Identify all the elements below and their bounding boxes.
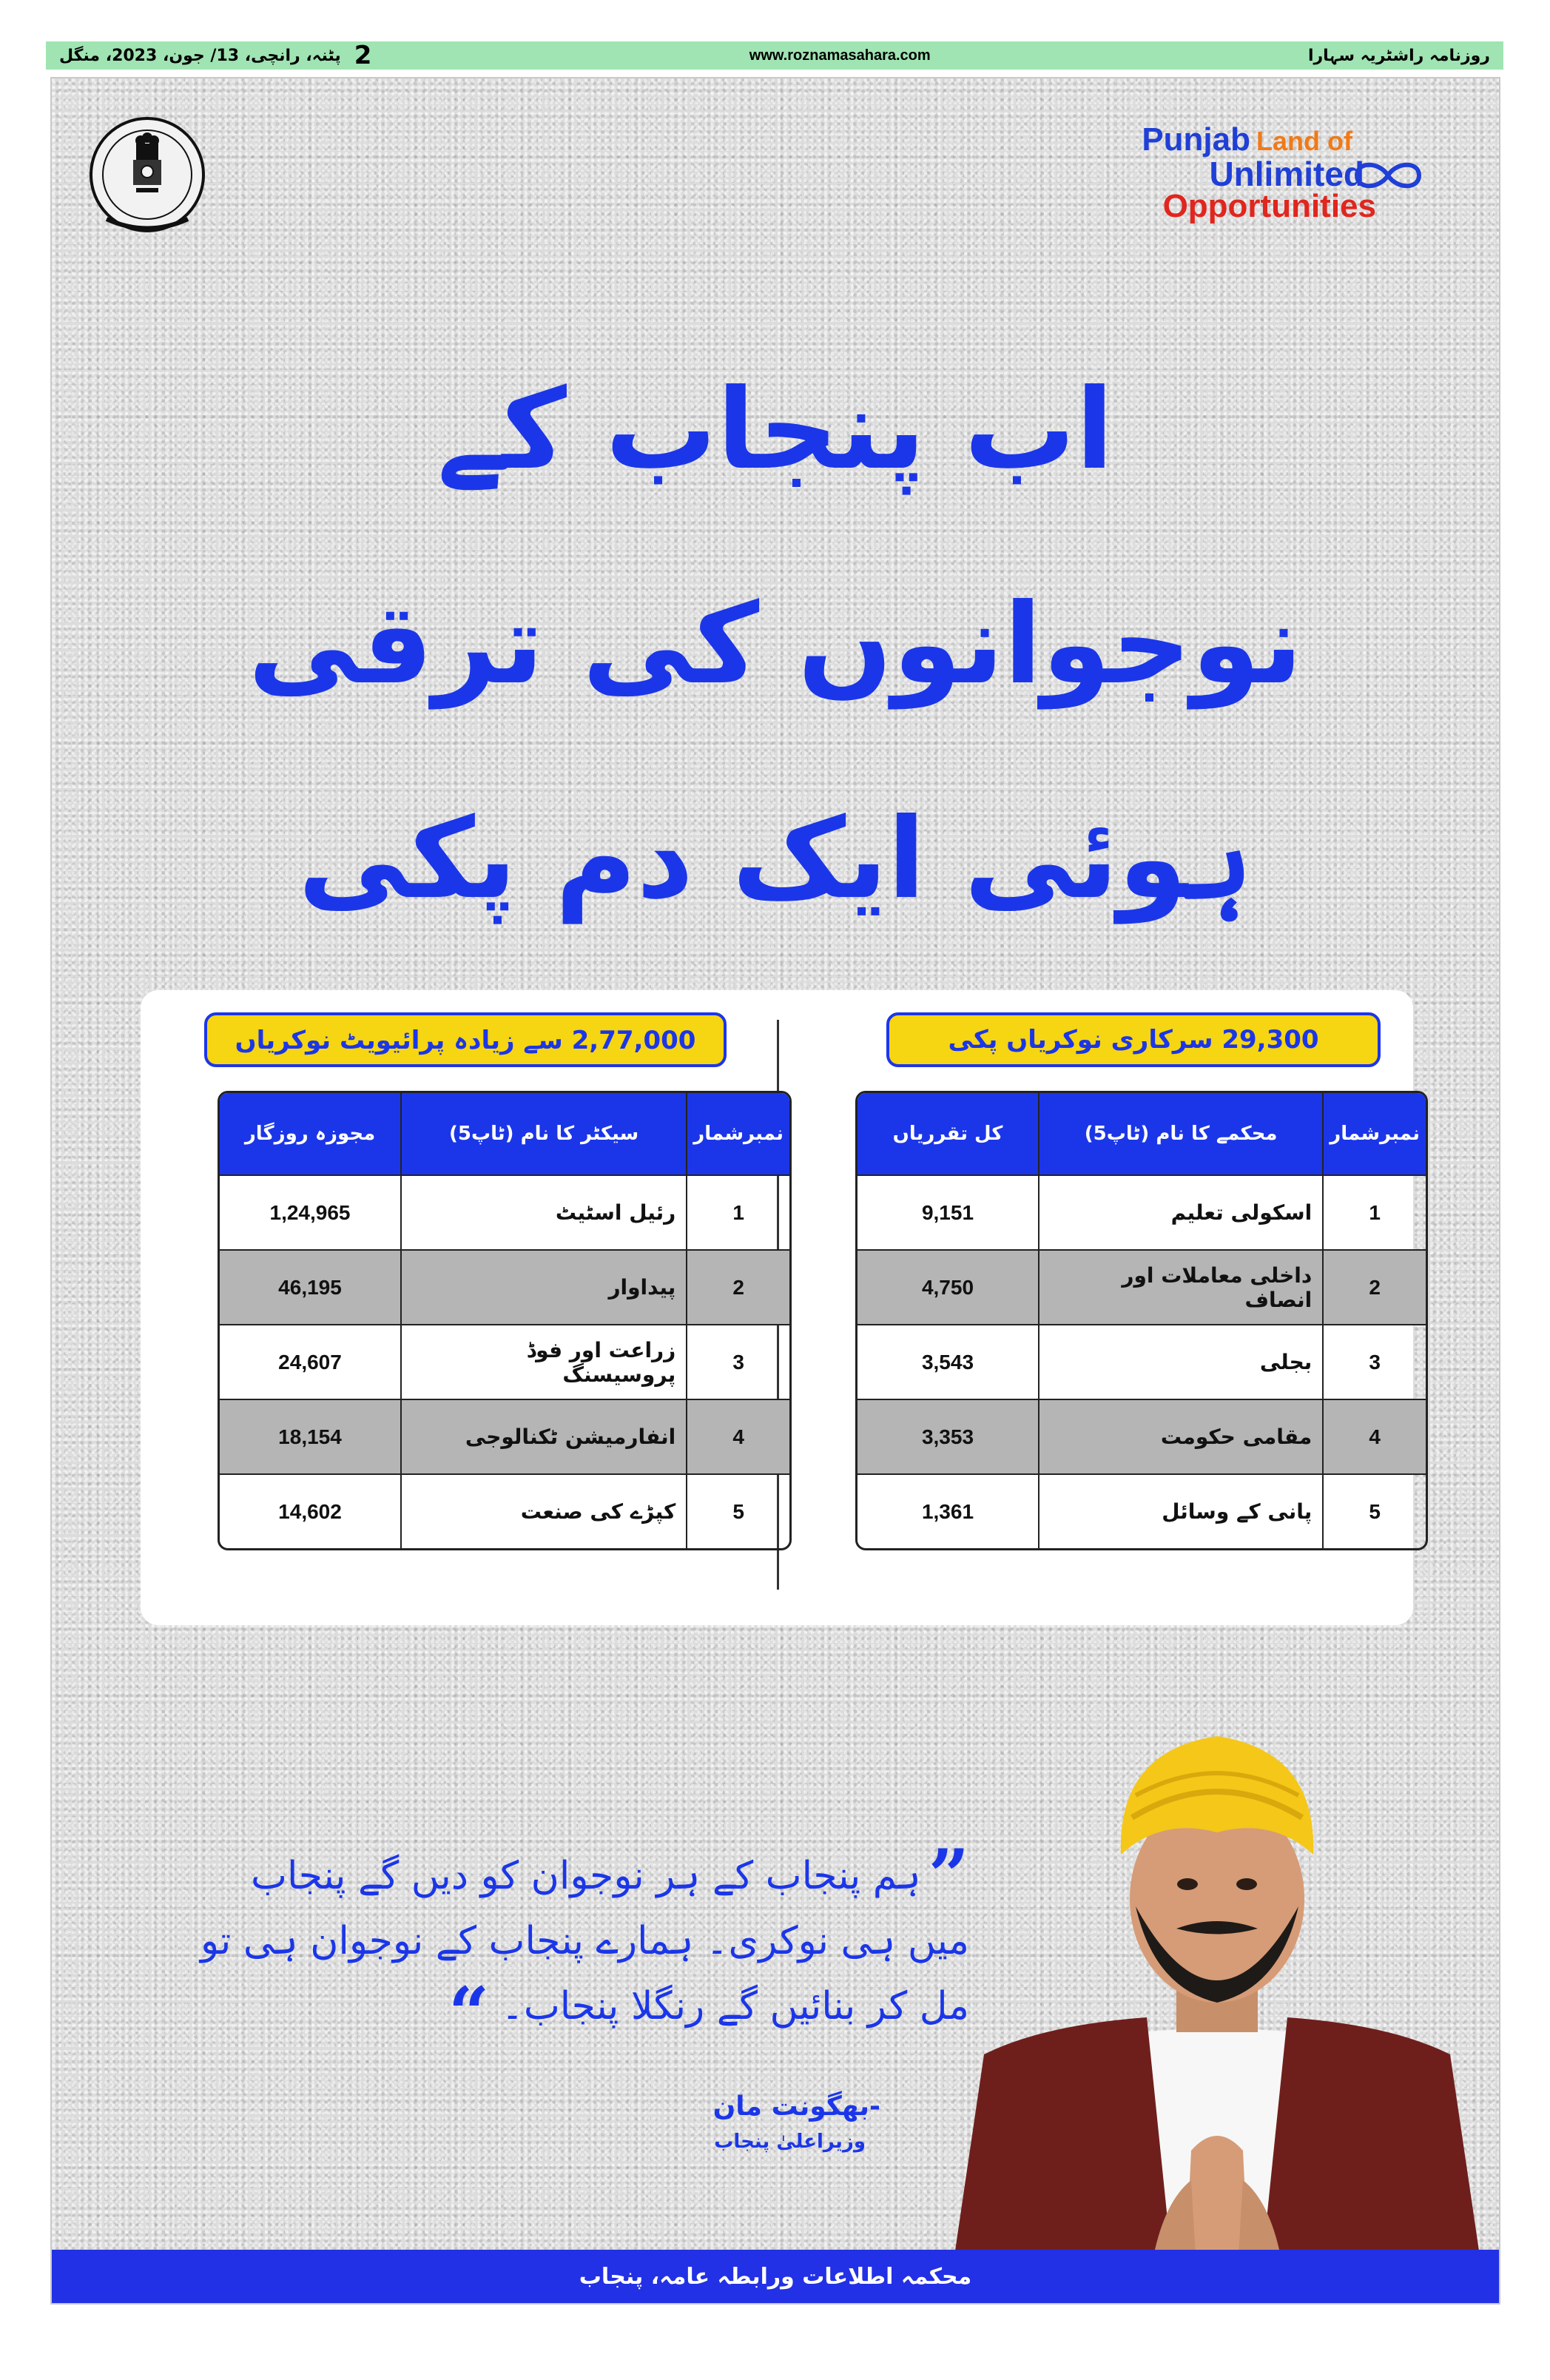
page-number: 2 [354,41,372,70]
headline-line-1: اب پنجاب کے [437,366,1114,494]
department-name: بجلی [1038,1324,1322,1399]
table-row [220,1324,789,1399]
row-number: 4 [1322,1399,1426,1473]
header-left [59,41,371,70]
total-appointments: 1,361 [857,1473,1038,1548]
government-jobs-table [855,1091,1428,1550]
row-number: 3 [686,1324,789,1399]
row-number: 2 [1322,1249,1426,1324]
table-row [220,1249,789,1324]
brand-unlimited: Unlimited [1209,155,1364,193]
sector-name: پیداوار [400,1249,686,1324]
department-name: اسکولی تعلیم [1038,1174,1322,1249]
sector-name: انفارمیشن ٹکنالوجی [400,1399,686,1473]
col-sector-name: سیکٹر کا نام (ٹاپ5) [400,1093,686,1174]
brand-land-of: Land of [1256,126,1352,156]
row-number: 3 [1322,1324,1426,1399]
sector-name: کپڑے کی صنعت [400,1473,686,1548]
department-name: مقامی حکومت [1038,1399,1322,1473]
col-number: نمبرشمار [1322,1093,1426,1174]
jobs-card [141,990,1420,1625]
table-row [857,1473,1426,1548]
proposed-jobs: 18,154 [220,1399,400,1473]
table-row [857,1399,1426,1473]
headline-line-2: نوجوانوں کی ترقی [248,580,1303,709]
row-number: 2 [686,1249,789,1324]
private-jobs-table [218,1091,792,1550]
table-row [220,1174,789,1249]
government-jobs-banner: 29,300 سرکاری نوکریاں پکی [886,1012,1381,1067]
table-row [220,1399,789,1473]
table-row [857,1174,1426,1249]
proposed-jobs: 46,195 [220,1249,400,1324]
newspaper-name: روزنامہ راشٹریہ سہارا [1307,46,1490,65]
total-appointments: 4,750 [857,1249,1038,1324]
chief-minister-portrait [932,1707,1500,2305]
dateline: پٹنہ، رانچی، 13/ جون، 2023، منگل [59,46,341,65]
table-row [220,1473,789,1548]
quote-text: ہم پنجاب کے ہر نوجوان کو دیں گے پنجاب میں ہی نوکری۔ ہمارے پنجاب کے نوجوان ہی تو مل کر بنائیں گے رنگلا پنجاب۔ [201,1854,969,2028]
proposed-jobs: 24,607 [220,1324,400,1399]
headline-line-3: ہوئی ایک دم پکی [297,795,1253,924]
proposed-jobs: 14,602 [220,1473,400,1548]
cm-quote [200,1834,969,2055]
col-department-name: محکمے کا نام (ٹاپ5) [1038,1093,1322,1174]
private-jobs-banner: 2,77,000 سے زیادہ پرائیویٹ نوکریاں [204,1012,727,1067]
total-appointments: 3,543 [857,1324,1038,1399]
row-number: 1 [686,1174,789,1249]
brand-punjab: Punjab [1142,121,1251,158]
row-number: 5 [686,1473,789,1548]
row-number: 5 [1322,1473,1426,1548]
col-proposed-jobs: مجوزہ روزگار [220,1093,400,1174]
quote-signature [466,2091,880,2153]
row-number: 1 [1322,1174,1426,1249]
total-appointments: 9,151 [857,1174,1038,1249]
department-name: پانی کے وسائل [1038,1473,1322,1548]
total-appointments: 3,353 [857,1399,1038,1473]
infinity-icon [1351,157,1425,194]
signatory-role: وزیراعلیٰ پنجاب [714,2131,866,2153]
proposed-jobs: 1,24,965 [220,1174,400,1249]
sector-name: زراعت اور فوڈ پروسیسنگ [400,1324,686,1399]
website-link[interactable]: www.roznamasahara.com [749,47,931,64]
footer-bar: محکمہ اطلاعات ورابطہ عامہ، پنجاب [52,2250,1499,2303]
signatory-name: -بھگونت مان [712,2091,880,2122]
sector-name: رئیل اسٹیٹ [400,1174,686,1249]
department-name: داخلی معاملات اور انصاف [1038,1249,1322,1324]
brand-line-1 [1142,121,1352,158]
brand-opportunities: Opportunities [1162,188,1376,224]
headline [52,323,1499,967]
table-row [857,1324,1426,1399]
col-number: نمبرشمار [686,1093,789,1174]
table-row [857,1249,1426,1324]
punjab-brand-logo [1122,108,1440,234]
quote-open-mark: ” [928,1834,969,1917]
col-total-appointments: کل تقرریاں [857,1093,1038,1174]
newspaper-header [46,41,1503,70]
row-number: 4 [686,1399,789,1473]
quote-close-mark: “ [448,1971,490,2055]
govt-emblem-icon [84,108,210,256]
advertisement [50,77,1500,2305]
